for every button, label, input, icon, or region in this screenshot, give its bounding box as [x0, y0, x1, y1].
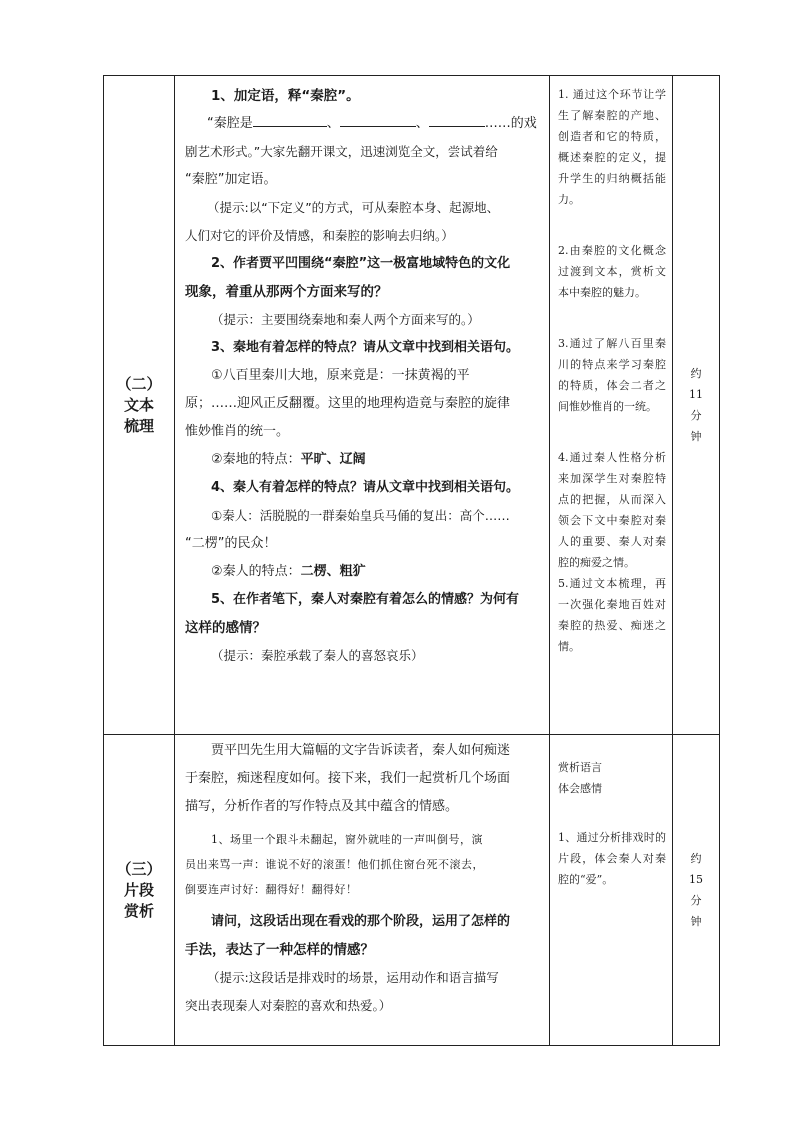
section3-time-unit-1: 分: [690, 894, 702, 907]
section2-label-title-1: 文本: [123, 395, 154, 414]
section2-time-cell: [673, 76, 720, 735]
section2-time-unit-2: 钟: [690, 430, 702, 443]
s3-notes-head-1: 赏析语言: [558, 761, 602, 774]
q5-title-1: 5、在作者笔下，秦人对秦腔有着怎么的情感？为何有: [211, 592, 520, 607]
q1-blank-2: [340, 112, 416, 127]
q4-title: 4、秦人有着怎样的特点？请从文章中找到相关语句。: [211, 480, 520, 495]
s3-notes-head: [558, 757, 666, 799]
q2-title-1: 2、作者贾平凹围绕“秦腔”这一极富地域特色的文化: [211, 256, 511, 271]
section3-time: [673, 848, 719, 932]
q1-suffix: ……的戏: [484, 116, 537, 131]
section2-label-title-2: 梳理: [123, 416, 154, 435]
s3-question-2: 手法，表达了一种怎样的情感？: [185, 942, 374, 958]
s3-excerpt-1: 1、场里一个跟斗未翻起，窗外就哇的一声叫倒号，演: [211, 833, 483, 846]
q1-blank-1: [253, 112, 327, 127]
q2-hint: （提示：主要围绕秦地和秦人两个方面来写的。）: [211, 312, 480, 327]
section2-time: [673, 363, 719, 447]
s3-question-1: 请问，这段话出现在看戏的那个阶段，运用了怎样的: [211, 914, 511, 929]
section2-notes: [550, 76, 672, 661]
s3-intro-2: 于秦腔，痴迷程度如何。接下来，我们一起赏析几个场面: [185, 771, 511, 786]
note-2: 2.由秦腔的文化概念过渡到文本，赏析文本中秦腔的魅力。: [558, 244, 666, 299]
q1-sep-1: 、: [326, 116, 340, 131]
q5-title-2: 这样的感情？: [185, 620, 266, 636]
q1-fill-line: [185, 110, 543, 138]
section3-label-title-2: 赏析: [123, 901, 154, 920]
section2-time-unit-1: 分: [690, 409, 702, 422]
q3-feature-value: 平旷、辽阔: [300, 452, 366, 467]
q3-title: 3、秦地有着怎样的特点？请从文章中找到相关语句。: [211, 340, 520, 355]
section3-time-unit-2: 钟: [690, 915, 702, 928]
section2-row: [104, 76, 720, 735]
q1-line-3: “秦腔”加定语。: [185, 172, 277, 187]
q1-sep-2: 、: [415, 116, 429, 131]
section2-content-cell: [175, 76, 550, 735]
section3-notes: [550, 735, 672, 894]
section3-content: [175, 735, 549, 1024]
section3-time-number: 15: [689, 873, 703, 886]
q3-quote-3: 惟妙惟肖的统一。: [185, 424, 290, 439]
q3-feature-label: ②秦地的特点：: [211, 452, 301, 467]
s3-excerpt-2: 员出来骂一声：谁说不好的滚蛋！他们抓住窗台死不滚去，: [185, 858, 484, 871]
q4-feature: [185, 558, 543, 586]
s3-note-1: 1、通过分析排戏时的片段，体会秦人对秦腔的“爱”。: [558, 831, 666, 886]
section3-notes-cell: [550, 735, 673, 1046]
section2-label-number: （二）: [116, 374, 162, 393]
section3-label-title-1: 片段: [123, 880, 154, 899]
q3-quote-2: 原；……迎风正反翻覆。这里的地理构造竟与秦腔的旋律: [185, 396, 511, 411]
q1-line-2: 剧艺术形式。”大家先翻开课文，迅速浏览全文，尝试着给: [185, 144, 498, 159]
q1-hint-1: （提示:以“下定义”的方式，可从秦腔本身、起源地、: [207, 200, 500, 215]
section2-content: [175, 76, 549, 674]
section2-notes-cell: [550, 76, 673, 735]
s3-notes-head-2: 体会感情: [558, 782, 602, 795]
section2-label-cell: [104, 76, 175, 735]
section3-row: [104, 735, 720, 1046]
section3-content-cell: [175, 735, 550, 1046]
note-4: 4.通过秦人性格分析来加深学生对秦腔特点的把握，从而深入领会下文中秦腔对秦人的重要、秦人对秦腔的痴爱之情。: [558, 451, 666, 569]
note-1: 1. 通过这个环节让学生了解秦腔的产地、创造者和它的特质，概述秦腔的定义，提升学生的归纳概括能力。: [558, 88, 666, 206]
q1-hint-2: 人们对它的评价及情感，和秦腔的影响去归纳。）: [185, 228, 454, 243]
section3-label-cell: [104, 735, 175, 1046]
q4-feature-value: 二楞、粗犷: [300, 564, 366, 579]
q5-hint: （提示：秦腔承载了秦人的喜怒哀乐）: [211, 648, 424, 663]
q1-blank-3: [429, 112, 485, 127]
s3-intro-3: 描写，分析作者的写作特点及其中蕴含的情感。: [185, 799, 459, 814]
s3-intro-1: 贾平凹先生用大篇幅的文字告诉读者，秦人如何痴迷: [211, 743, 511, 758]
q1-prefix: “秦腔是: [207, 116, 253, 131]
section3-label-number: （三）: [116, 859, 162, 878]
section3-time-cell: [673, 735, 720, 1046]
q4-quote-1: ①秦人：活脱脱的一群秦始皇兵马俑的复出：高个……: [211, 508, 510, 523]
lesson-plan-table: [103, 75, 720, 1046]
q4-quote-2: “二楞”的民众！: [185, 536, 277, 551]
section2-time-number: 11: [689, 388, 703, 401]
s3-hint-2: 突出表现秦人对秦腔的喜欢和热爱。）: [185, 998, 392, 1013]
q3-feature: [185, 446, 543, 474]
q3-quote-1: ①八百里秦川大地，原来竟是：一抹黄褐的平: [211, 368, 470, 383]
q4-feature-label: ②秦人的特点：: [211, 564, 301, 579]
s3-excerpt-3: 倒要连声讨好：翻得好！翻得好！: [185, 883, 358, 896]
note-5: 5.通过文本梳理，再一次强化秦地百姓对秦腔的热爱、痴迷之情。: [558, 577, 666, 653]
section3-label: [104, 859, 174, 922]
section3-time-about: 约: [690, 852, 702, 865]
q1-title: 1、加定语，释“秦腔”。: [211, 88, 360, 104]
section2-label: [104, 374, 174, 437]
s3-hint-1: （提示:这段话是排戏时的场景，运用动作和语言描写: [207, 970, 499, 985]
section2-time-about: 约: [690, 367, 702, 380]
q2-title-2: 现象，着重从那两个方面来写的？: [185, 284, 388, 300]
note-3: 3.通过了解八百里秦川的特点来学习秦腔的特质，体会二者之间惟妙惟肖的一统。: [558, 337, 666, 413]
